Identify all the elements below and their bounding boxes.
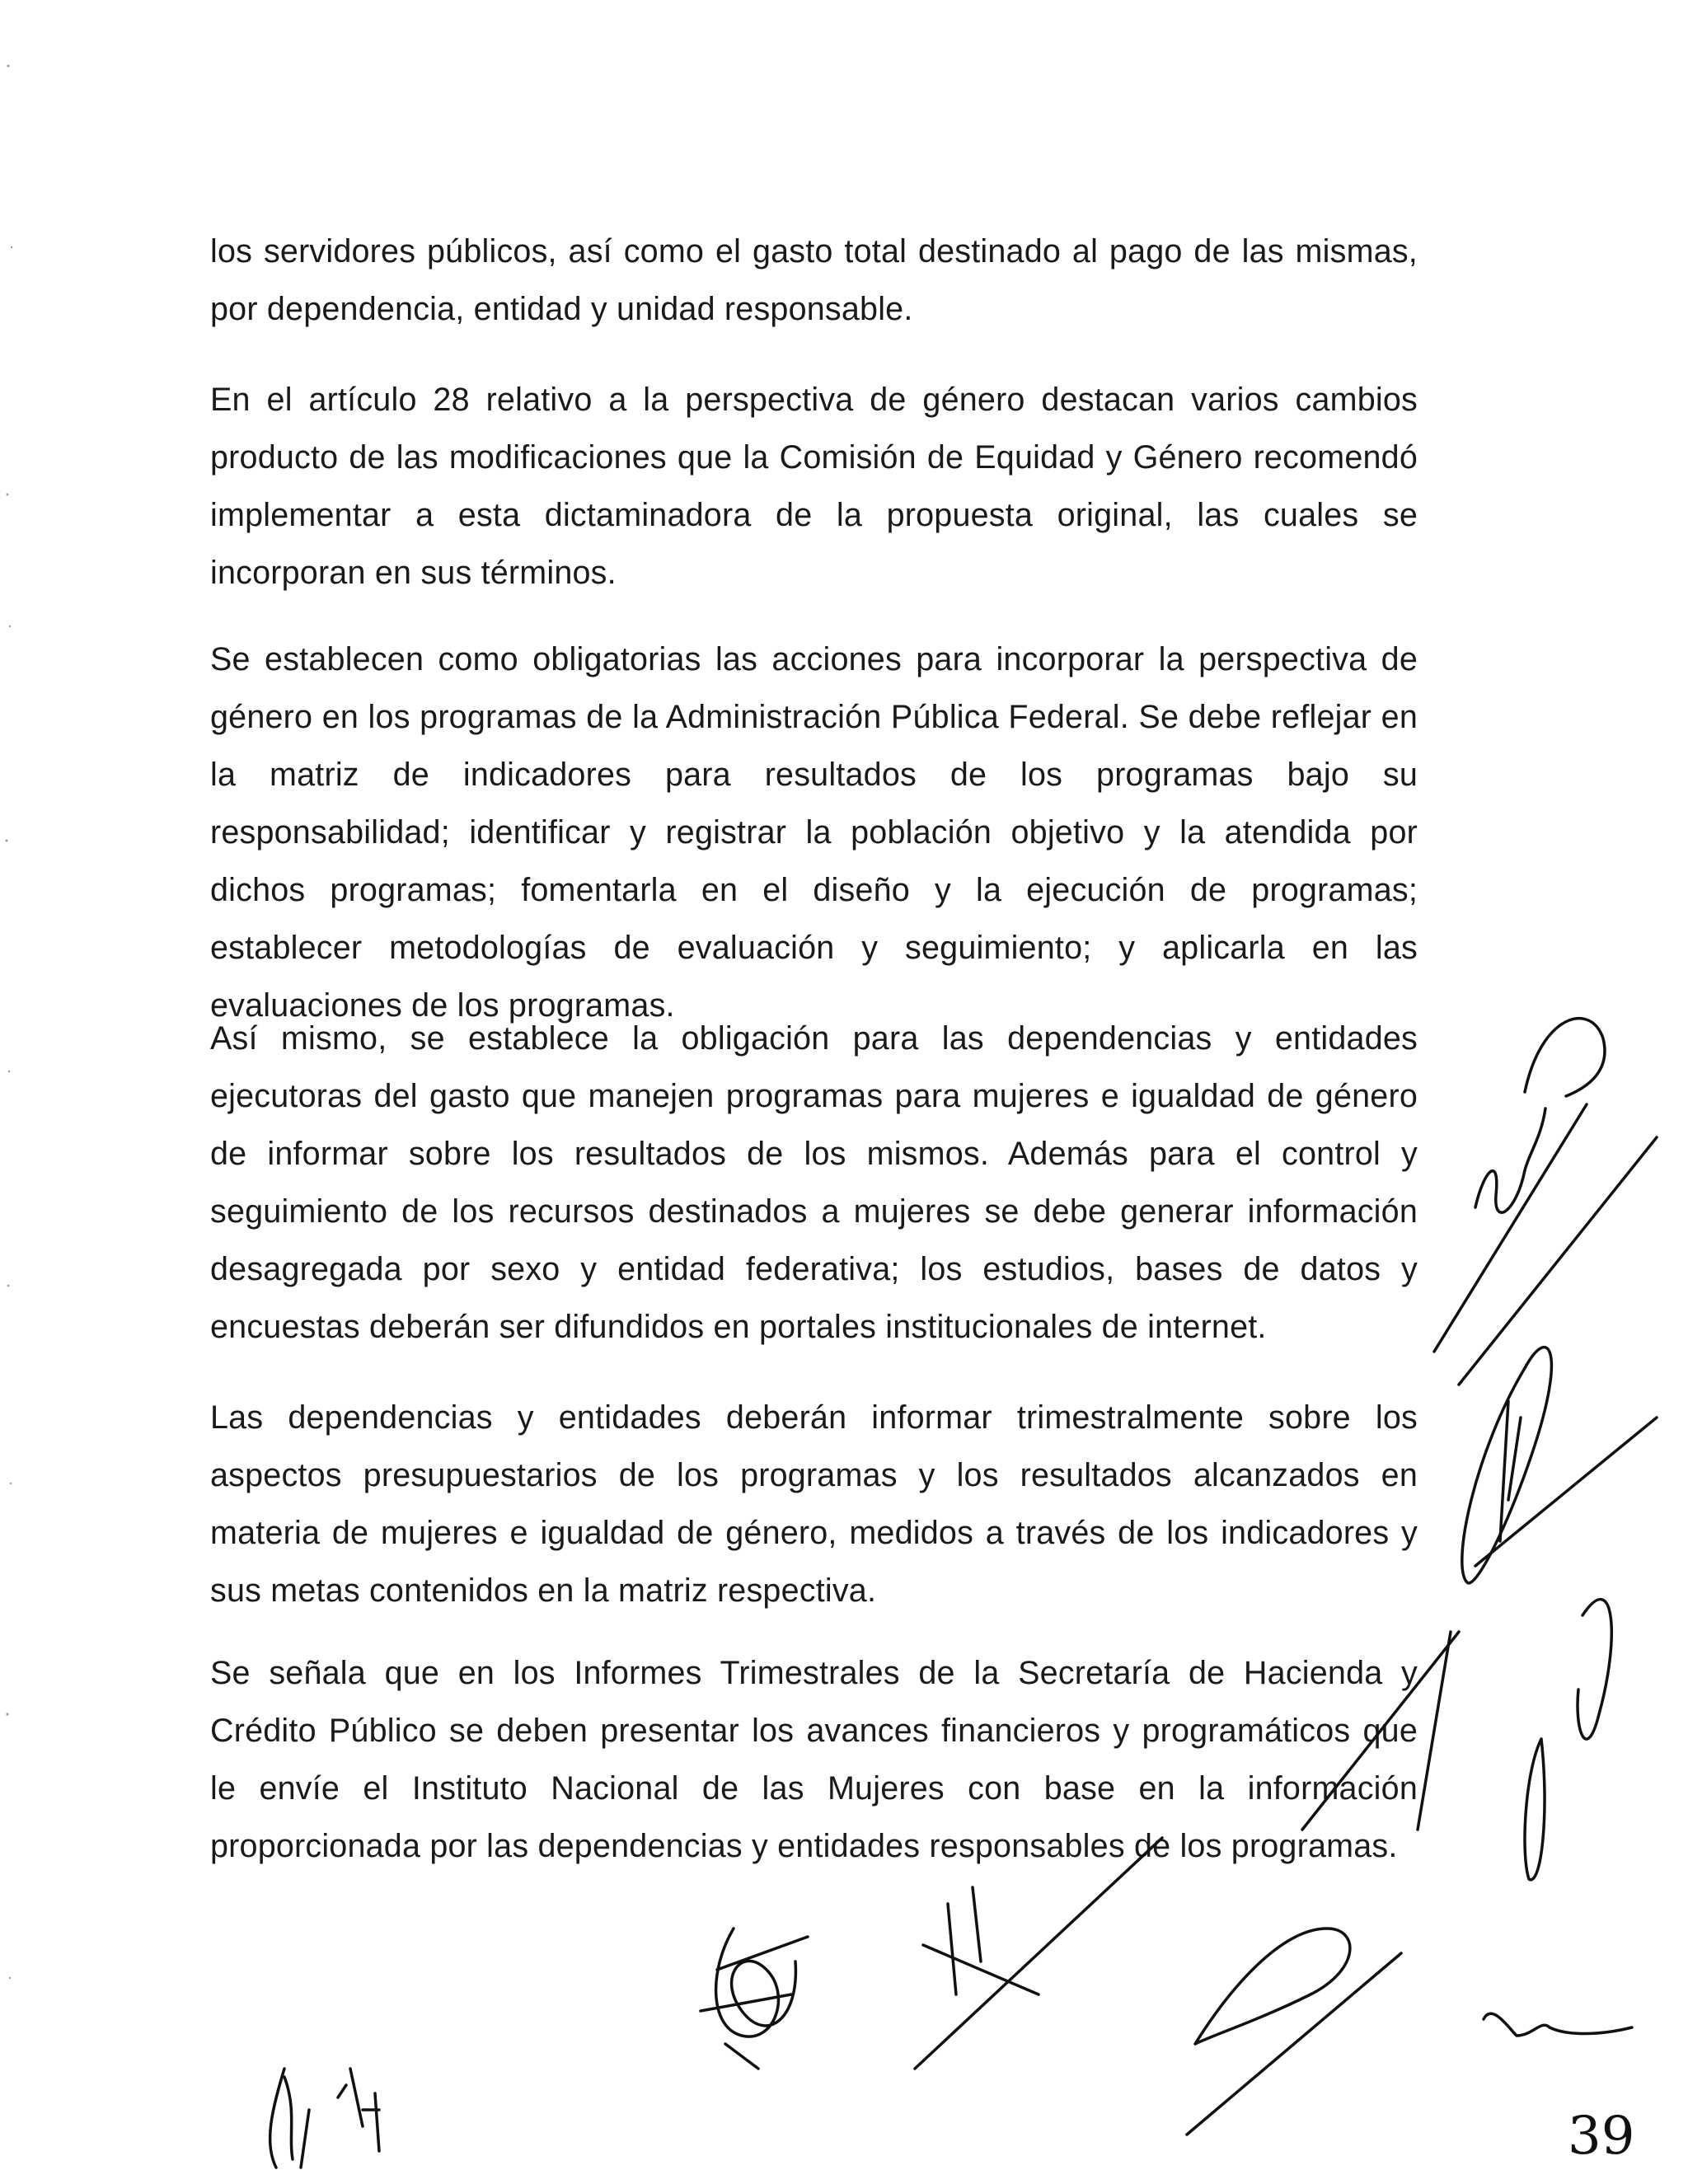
page-number: 39 <box>1568 2106 1635 2167</box>
scan-margin-marks <box>0 0 25 2184</box>
paragraph-1: los servidores públicos, así como el gasto total destinado al pago de las mismas, por dependencia, entidad y unidad responsable. <box>210 232 1418 327</box>
signature-right-margin-2 <box>1462 1347 1657 1583</box>
paragraph-3: Se establecen como obligatorias las acciones para incorporar la perspectiva de género en los programas de la Administración Pública Federal. Se debe reflejar en la matriz de indicadores para resultados de los programas bajo su responsabilidad; identificar y registrar la población objetivo y la atendida por dichos programas; fomentarla en el diseño y la ejecución de programas; establecer metodologías de evaluación y seguimiento; y aplicarla en las evaluaciones de los programas. <box>210 640 1418 1024</box>
signature-bottom-right-initial <box>1484 2013 1632 2036</box>
paragraph-6: Se señala que en los Informes Trimestrales de la Secretaría de Hacienda y Crédito Público se deben presentar los avances financieros y programáticos que le envíe el Instituto Nacional de las Mujeres con base en la información proporcionada por las dependencias y entidades responsables de los programas. <box>210 1654 1418 1864</box>
paragraph-5: Las dependencias y entidades deberán informar trimestralmente sobre los aspectos presupuestarios de los programas y los resultados alcanzados en materia de mujeres e igualdad de género, medidos a través de los indicadores y sus metas contenidos en la matriz respectiva. <box>210 1399 1418 1609</box>
paragraph-2: En el artículo 28 relativo a la perspectiva de género destacan varios cambios producto de las modificaciones que la Comisión de Equidad y Género recomendó implementar a esta dictaminadora de la propuesta original, las cuales se incorporan en sus términos. <box>210 381 1418 591</box>
paragraph-4: Así mismo, se establece la obligación para las dependencias y entidades ejecutoras del gasto que manejen programas para mujeres e igualdad de género de informar sobre los resultados de los mismos. Además para el control y seguimiento de los recursos destinados a mujeres se debe generar información desagregada por sexo y entidad federativa; los estudios, bases de datos y encuestas deberán ser difundidos en portales institucionales de internet. <box>210 1019 1418 1345</box>
signature-bottom-left <box>270 2069 379 2168</box>
signature-bottom-center-2 <box>915 1838 1401 2135</box>
signature-right-margin-1 <box>1434 1019 1657 1385</box>
signature-bottom-center-1 <box>701 1929 808 2069</box>
